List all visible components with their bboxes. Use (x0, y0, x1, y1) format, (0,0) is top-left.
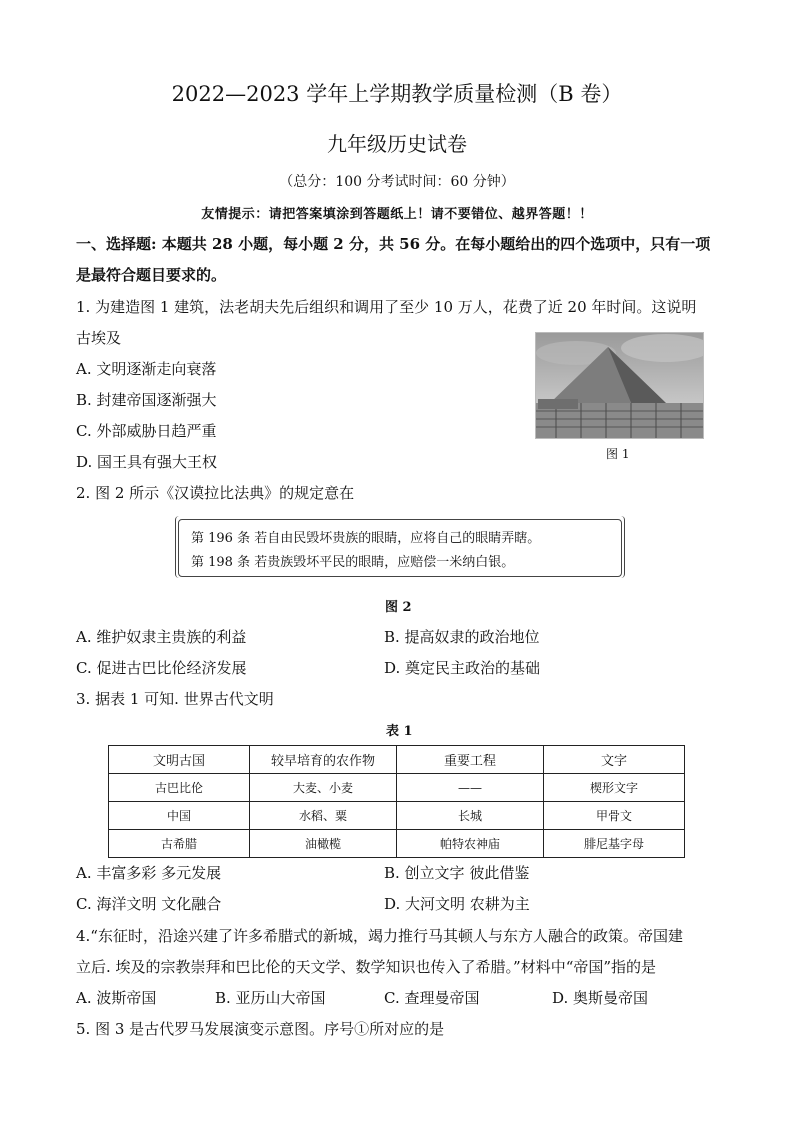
pyramid-image (535, 332, 704, 439)
scroll-line-198: 第 198 条 若贵族毁坏平民的眼睛，应赔偿一米纳白银。 (191, 555, 515, 570)
q4-option-c: C. 查理曼帝国 (384, 989, 480, 1007)
table-row (109, 802, 685, 830)
q1-option-a: A. 文明逐渐走向衰落 (76, 360, 217, 378)
q1-stem-line1: 1. 为建造图 1 建筑，法老胡夫先后组织和调用了至少 10 万人，花费了近 20 年时间。这说明 (76, 298, 697, 316)
table-cell: 油橄榄 (250, 830, 397, 858)
table-cell: 腓尼基字母 (544, 830, 685, 858)
figure2-caption: 图 2 (385, 600, 412, 615)
table-cell: 古希腊 (109, 830, 250, 858)
exam-title: 2022—2023 学年上学期教学质量检测（B 卷） (171, 82, 623, 106)
exam-info: （总分：100 分考试时间：60 分钟） (279, 174, 515, 190)
section-heading-line1: 一、选择题: 本题共 28 小题，每小题 2 分，共 56 分。在每小题给出的四个选项中，只有一项 (76, 235, 711, 253)
q4-option-b: B. 亚历山大帝国 (215, 989, 326, 1007)
q3-option-b: B. 创立文字 彼此借鉴 (384, 864, 530, 882)
table-cell: 楔形文字 (544, 774, 685, 802)
table-cell: 长城 (397, 802, 544, 830)
hammurabi-code-scroll (178, 519, 622, 577)
q4-option-d: D. 奥斯曼帝国 (552, 989, 649, 1007)
q2-stem: 2. 图 2 所示《汉谟拉比法典》的规定意在 (76, 484, 355, 502)
table-cell: —— (397, 774, 544, 802)
figure1-caption: 图 1 (606, 447, 630, 461)
table-cell: 水稻、粟 (250, 802, 397, 830)
q3-option-d: D. 大河文明 农耕为主 (384, 895, 530, 913)
table-row (109, 830, 685, 858)
table-cell: 甲骨文 (544, 802, 685, 830)
q3-option-c: C. 海洋文明 文化融合 (76, 895, 222, 913)
exam-tip: 友情提示：请把答案填涂到答题纸上！请不要错位、越界答题！！ (201, 207, 593, 222)
q1-option-c: C. 外部威胁日趋严重 (76, 422, 217, 440)
civilizations-table (108, 745, 685, 858)
table-cell: 中国 (109, 802, 250, 830)
q4-stem-line2: 立后. 埃及的宗教崇拜和巴比伦的天文学、数学知识也传入了希腊。”材料中“帝国”指的是 (76, 958, 657, 976)
q3-option-a: A. 丰富多彩 多元发展 (76, 864, 222, 882)
q1-option-d: D. 国王具有强大王权 (76, 453, 218, 471)
q4-option-a: A. 波斯帝国 (76, 989, 157, 1007)
table-cell: 帕特农神庙 (397, 830, 544, 858)
q3-stem: 3. 据表 1 可知. 世界古代文明 (76, 690, 274, 708)
q2-option-a: A. 维护奴隶主贵族的利益 (76, 628, 247, 646)
q1-stem-line2: 古埃及 (76, 329, 122, 347)
table-header: 较早培育的农作物 (250, 746, 397, 774)
table-row (109, 774, 685, 802)
exam-subtitle: 九年级历史试卷 (327, 132, 467, 156)
table-header: 文明古国 (109, 746, 250, 774)
table-cell: 大麦、小麦 (250, 774, 397, 802)
q5-stem: 5. 图 3 是古代罗马发展演变示意图。序号①所对应的是 (76, 1020, 445, 1038)
scroll-line-196: 第 196 条 若自由民毁坏贵族的眼睛，应将自己的眼睛弄瞎。 (191, 531, 541, 546)
q4-stem-line1: 4.“东征时，沿途兴建了许多希腊式的新城，竭力推行马其顿人与东方人融合的政策。帝国建 (76, 927, 683, 945)
section-heading-line2: 是最符合题目要求的。 (76, 266, 227, 284)
table-header-row (109, 746, 685, 774)
table-cell: 古巴比伦 (109, 774, 250, 802)
table-header: 文字 (544, 746, 685, 774)
table-header: 重要工程 (397, 746, 544, 774)
q2-option-d: D. 奠定民主政治的基础 (384, 659, 541, 677)
q2-option-c: C. 促进古巴比伦经济发展 (76, 659, 247, 677)
q1-option-b: B. 封建帝国逐渐强大 (76, 391, 217, 409)
q2-option-b: B. 提高奴隶的政治地位 (384, 628, 540, 646)
table1-caption: 表 1 (386, 724, 413, 739)
